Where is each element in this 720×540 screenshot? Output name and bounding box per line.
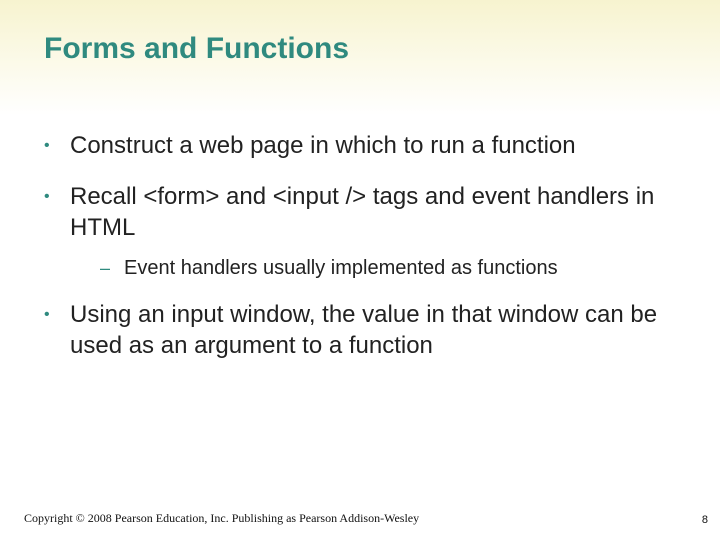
subbullet-text: Event handlers usually implemented as functions	[124, 257, 558, 279]
bullet-item	[44, 299, 684, 361]
subbullet-item	[100, 255, 684, 281]
bullet-list	[44, 130, 684, 361]
copyright-footer: Copyright © 2008 Pearson Education, Inc. Publishing as Pearson Addison-Wesley	[24, 511, 420, 525]
bullet-text: Construct a web page in which to run a function	[70, 132, 576, 159]
bullet-item	[44, 181, 684, 243]
bullet-marker: •	[44, 188, 50, 205]
bullet-marker: •	[44, 306, 50, 323]
bullet-marker: •	[44, 137, 50, 154]
slide-title: Forms and Functions	[44, 32, 350, 65]
bullet-text: Using an input window, the value in that window can be used as an argument to a function	[70, 301, 658, 359]
subbullet-marker: –	[100, 258, 111, 278]
page-number: 8	[701, 514, 708, 526]
bullet-text: Recall <form> and <input /> tags and event handlers in HTML	[70, 183, 655, 241]
bullet-item	[44, 130, 684, 161]
